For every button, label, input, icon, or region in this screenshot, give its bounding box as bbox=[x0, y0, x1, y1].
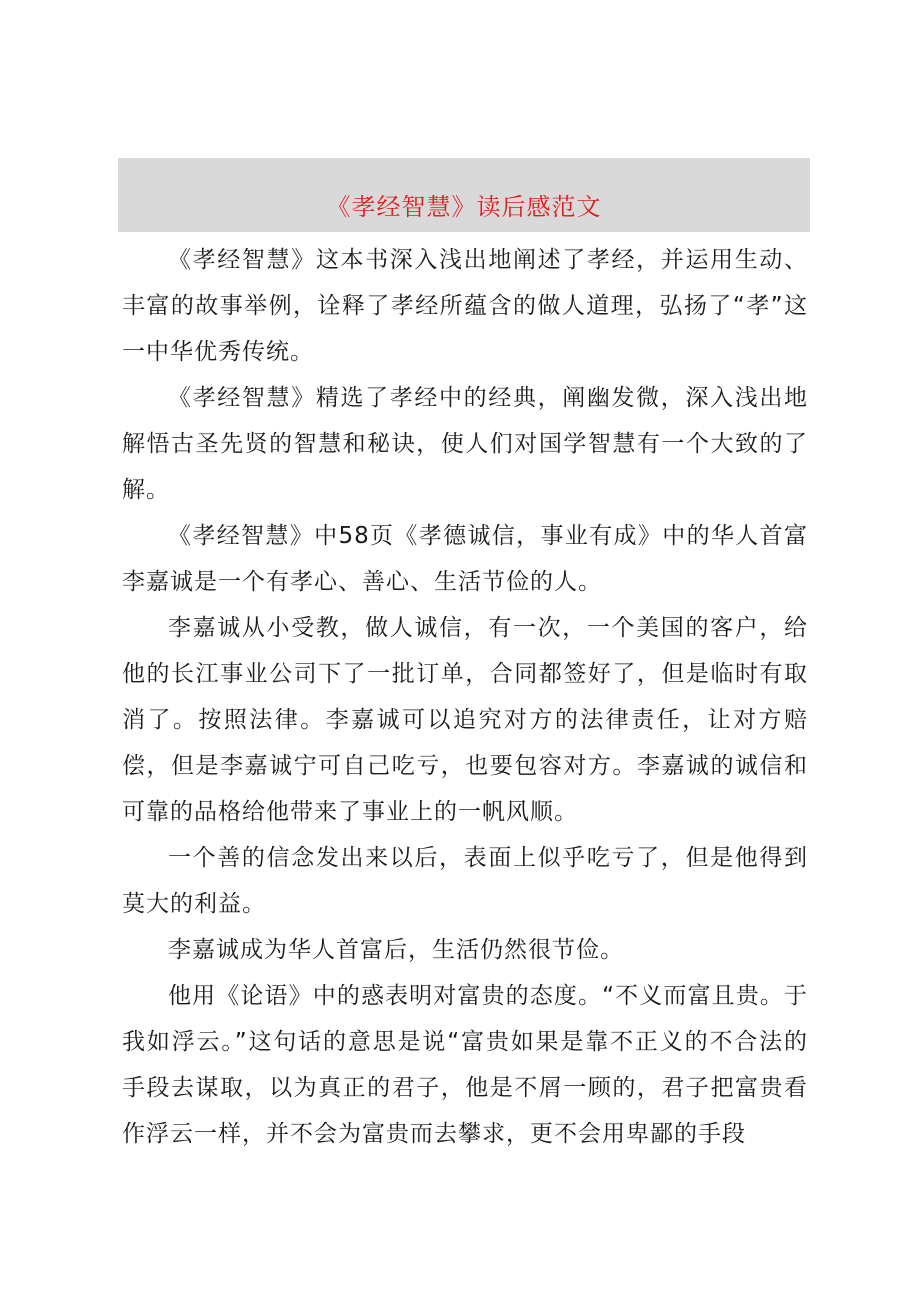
document-body bbox=[122, 237, 808, 1157]
paragraph-7: 他用《论语》中的惑表明对富贵的态度。“不义而富且贵。于我如浮云。”这句话的意思是说“富贵如果是靠不正义的不合法的手段去谋取，以为真正的君子，他是不屑一顾的，君子把富贵看作浮云一样，并不会为富贵而去攀求，更不会用卑鄙的手段 bbox=[122, 983, 808, 1147]
paragraph-2: 《孝经智慧》精选了孝经中的经典，阐幽发微，深入浅出地解悟古圣先贤的智慧和秘诀，使人们对国学智慧有一个大致的了解。 bbox=[122, 385, 808, 503]
paragraph-1: 《孝经智慧》这本书深入浅出地阐述了孝经，并运用生动、丰富的故事举例，诠释了孝经所蕴含的做人道理，弘扬了“孝”这一中华优秀传统。 bbox=[122, 247, 808, 365]
paragraph-3: 《孝经智慧》中58页《孝德诚信，事业有成》中的华人首富李嘉诚是一个有孝心、善心、生活节俭的人。 bbox=[122, 523, 808, 595]
paragraph-6: 李嘉诚成为华人首富后，生活仍然很节俭。 bbox=[168, 937, 624, 963]
paragraph-5: 一个善的信念发出来以后，表面上似乎吃亏了，但是他得到莫大的利益。 bbox=[122, 845, 808, 917]
document-title: 《孝经智慧》读后感范文 bbox=[326, 193, 602, 221]
paragraph-4: 李嘉诚从小受教，做人诚信，有一次，一个美国的客户，给他的长江事业公司下了一批订单，合同都签好了，但是临时有取消了。按照法律。李嘉诚可以追究对方的法律责任，让对方赔偿，但是李嘉诚宁可自己吃亏，也要包容对方。李嘉诚的诚信和可靠的品格给他带来了事业上的一帆风顺。 bbox=[122, 615, 808, 825]
title-band bbox=[118, 158, 810, 232]
